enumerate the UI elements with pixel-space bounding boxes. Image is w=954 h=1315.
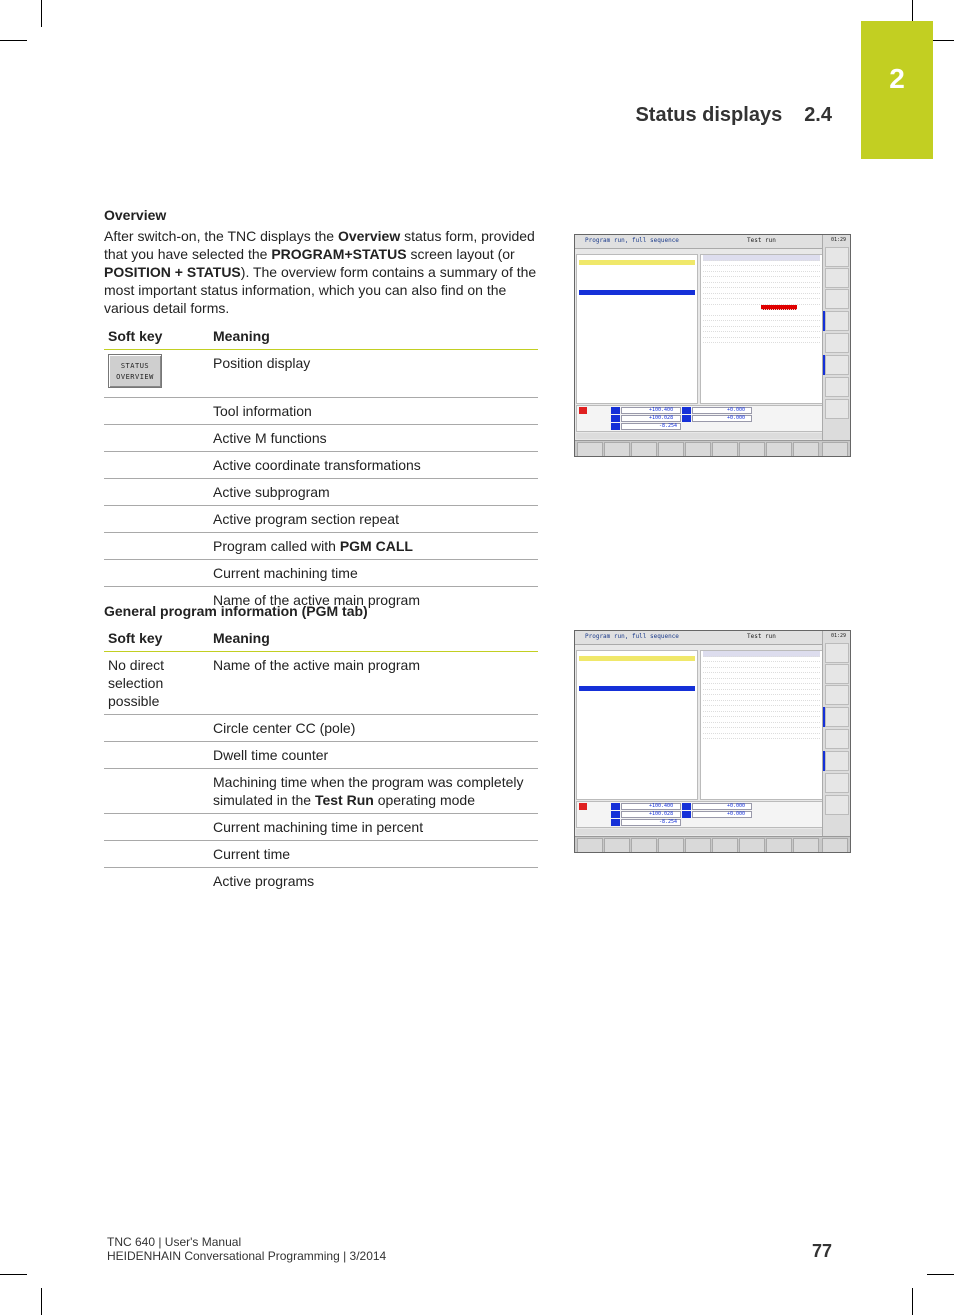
side-key[interactable]	[825, 795, 849, 815]
meaning-cell: Active subprogram	[209, 478, 538, 505]
axis-c-label	[682, 415, 691, 422]
softkey[interactable]	[658, 838, 684, 853]
softkey[interactable]	[822, 838, 848, 853]
table-row	[104, 813, 538, 840]
meaning-cell: Dwell time counter	[209, 741, 538, 768]
crop-mark	[0, 40, 27, 41]
meaning-cell: Active coordinate transformations	[209, 451, 538, 478]
screen-clock: 01:29	[830, 237, 846, 243]
axis-z-label	[611, 819, 620, 826]
softkey[interactable]	[685, 838, 711, 853]
screen-titlebar	[575, 235, 824, 249]
table-row	[104, 532, 538, 559]
softkey-cell	[104, 451, 209, 478]
softkey-cell	[104, 397, 209, 424]
softkey[interactable]	[793, 838, 819, 853]
program-line	[579, 310, 695, 315]
table-header-row	[104, 325, 538, 349]
side-key[interactable]	[825, 377, 849, 397]
mode-test-run: Test run	[747, 633, 776, 640]
softkey[interactable]	[712, 838, 738, 853]
meaning-cell: Current machining time in percent	[209, 813, 538, 840]
status-overview-softkey[interactable]	[108, 354, 162, 388]
table-row	[104, 349, 538, 397]
table-row	[104, 451, 538, 478]
axis-c-value: +0.000	[727, 415, 746, 421]
mode-test-run: Test run	[747, 237, 776, 244]
meaning-cell: Current time	[209, 840, 538, 867]
table-header-row	[104, 627, 538, 651]
side-key[interactable]	[825, 289, 849, 309]
col-meaning: Meaning	[209, 325, 538, 349]
table-row	[104, 559, 538, 586]
col-softkey: Soft key	[104, 627, 209, 651]
table-row	[104, 714, 538, 741]
axis-x-value: +100.400	[649, 407, 674, 413]
pgm-table	[104, 627, 538, 894]
meaning-cell: Active M functions	[209, 424, 538, 451]
overview-heading: Overview	[104, 207, 167, 223]
softkey-cell	[104, 813, 209, 840]
side-key-plus[interactable]	[825, 311, 849, 331]
program-pane	[576, 254, 698, 404]
softkey[interactable]	[604, 442, 630, 457]
axis-x-value: +100.400	[649, 803, 674, 809]
softkey[interactable]	[793, 442, 819, 457]
footer	[107, 1235, 386, 1263]
position-display	[576, 801, 823, 828]
softkey-cell: No direct selection possible	[104, 651, 209, 714]
meaning-cell: Current machining time	[209, 559, 538, 586]
softkey[interactable]	[658, 442, 684, 457]
page-number: 77	[811, 1241, 832, 1261]
softkey[interactable]	[577, 838, 603, 853]
text-run-bold: Overview	[337, 228, 401, 244]
screen-titlebar	[575, 631, 824, 645]
softkey-cell	[104, 559, 209, 586]
softkey-row	[575, 836, 851, 853]
axis-x-label	[611, 803, 620, 810]
side-key-indicator	[823, 707, 825, 727]
table-row	[104, 741, 538, 768]
col-meaning: Meaning	[209, 627, 538, 651]
test-run-text: Test Run	[314, 791, 374, 808]
tnc-screenshot-overview	[574, 234, 851, 457]
text-run: status form, provided that you have selected the	[104, 228, 535, 262]
text-run: operating mode	[373, 791, 475, 808]
status-pane	[700, 254, 823, 404]
meaning-cell: Position display	[209, 349, 538, 397]
text-run: screen layout (or	[406, 246, 515, 262]
pgm-call-text: PGM CALL	[339, 537, 413, 554]
axis-z-value: -8.254	[659, 819, 678, 825]
softkey-cell	[104, 424, 209, 451]
side-key[interactable]	[825, 333, 849, 353]
softkey[interactable]	[577, 442, 603, 457]
softkey[interactable]	[631, 838, 657, 853]
mode-program-run: Program run, full sequence	[585, 633, 679, 640]
axis-x-label	[611, 407, 620, 414]
pgm-section	[104, 603, 538, 894]
softkey-cell	[104, 714, 209, 741]
overview-table	[104, 325, 538, 613]
softkey-label: STATUS	[120, 361, 150, 370]
col-softkey: Soft key	[104, 325, 209, 349]
text-run: Program called with	[213, 537, 340, 554]
program-line	[579, 706, 695, 711]
table-row	[104, 840, 538, 867]
side-key[interactable]	[825, 399, 849, 419]
softkey-cell	[104, 867, 209, 894]
softkey-cell	[104, 768, 209, 813]
screen-clock: 01:29	[830, 633, 846, 639]
axis-z-label	[611, 423, 620, 430]
crop-mark	[0, 1274, 27, 1275]
position-display	[576, 405, 823, 432]
side-key[interactable]	[825, 773, 849, 793]
softkey[interactable]	[685, 442, 711, 457]
axis-y-value: +100.028	[649, 415, 674, 421]
axis-y-label	[611, 811, 620, 818]
side-key[interactable]	[825, 729, 849, 749]
table-row	[104, 867, 538, 894]
table-row	[104, 768, 538, 813]
softkey[interactable]	[604, 838, 630, 853]
estop-icon	[579, 407, 587, 414]
table-row	[104, 397, 538, 424]
side-key[interactable]	[825, 643, 849, 663]
softkey[interactable]	[739, 442, 765, 457]
side-key-minus[interactable]	[825, 751, 849, 771]
side-key-indicator	[823, 355, 825, 375]
softkey-cell	[104, 532, 209, 559]
meaning-cell	[209, 532, 538, 559]
mode-program-run: Program run, full sequence	[585, 237, 679, 244]
chapter-number: 2	[889, 63, 905, 94]
side-key[interactable]	[825, 664, 849, 684]
side-softkeys	[822, 235, 850, 440]
text-run-bold: PROGRAM+STATUS	[271, 246, 407, 262]
table-row	[104, 478, 538, 505]
side-key-minus[interactable]	[825, 355, 849, 375]
overview-paragraph	[104, 227, 538, 317]
side-key[interactable]	[825, 247, 849, 267]
footer-line1: TNC 640 | User's Manual	[107, 1235, 242, 1249]
side-softkeys	[822, 631, 850, 836]
crop-mark	[41, 1288, 42, 1315]
mode-bar	[576, 829, 823, 835]
meaning-cell: Name of the active main program	[213, 591, 420, 608]
softkey[interactable]	[739, 838, 765, 853]
softkey-label: OVERVIEW	[116, 372, 154, 381]
estop-icon	[579, 803, 587, 810]
status-pane	[700, 650, 823, 800]
table-row	[104, 424, 538, 451]
status-line	[703, 338, 820, 344]
side-key[interactable]	[825, 268, 849, 288]
axis-c-label	[682, 811, 691, 818]
softkey-cell	[104, 478, 209, 505]
crop-mark	[927, 1274, 954, 1275]
meaning-cell: Active program section repeat	[209, 505, 538, 532]
axis-z-value: -8.254	[659, 423, 678, 429]
text-run: Machining time when the program was completely simulated in the	[213, 773, 524, 808]
softkey[interactable]	[766, 838, 792, 853]
axis-a-label	[682, 803, 691, 810]
text-run-bold: POSITION + STATUS	[104, 264, 241, 280]
side-key-indicator	[823, 751, 825, 771]
status-line	[703, 734, 820, 740]
side-key-indicator	[823, 311, 825, 331]
softkey-cell	[104, 505, 209, 532]
axis-a-value: +0.000	[727, 407, 746, 413]
softkey-cell	[104, 741, 209, 768]
meaning-cell	[209, 768, 538, 813]
softkey-cell	[104, 349, 209, 397]
section-header	[600, 104, 832, 127]
crop-mark	[41, 0, 42, 27]
crop-mark	[912, 1288, 913, 1315]
axis-y-value: +100.028	[649, 811, 674, 817]
softkey[interactable]	[712, 442, 738, 457]
section-number: 2.4	[804, 104, 832, 126]
meaning-cell: Active programs	[213, 872, 315, 889]
footer-line2: HEIDENHAIN Conversational Programming | 3/2014	[107, 1249, 387, 1263]
axis-a-value: +0.000	[727, 803, 746, 809]
axis-c-value: +0.000	[727, 811, 746, 817]
meaning-cell: Name of the active main program	[209, 651, 538, 714]
program-pane	[576, 650, 698, 800]
meaning-cell: Tool information	[209, 397, 538, 424]
axis-y-label	[611, 415, 620, 422]
meaning-cell: Circle center CC (pole)	[209, 714, 538, 741]
softkey-cell	[104, 840, 209, 867]
table-row	[104, 505, 538, 532]
softkey-row	[575, 440, 851, 457]
tnc-screenshot-pgm	[574, 630, 851, 853]
table-row	[104, 651, 538, 714]
mode-bar	[576, 433, 823, 439]
side-key[interactable]	[825, 685, 849, 705]
softkey[interactable]	[822, 442, 848, 457]
text-run: After switch-on, the TNC displays the	[104, 228, 338, 244]
softkey[interactable]	[766, 442, 792, 457]
side-key-plus[interactable]	[825, 707, 849, 727]
overview-section	[104, 207, 538, 613]
softkey[interactable]	[631, 442, 657, 457]
axis-a-label	[682, 407, 691, 414]
text-run: ). The overview form contains a summary of the most important status information, which you can also find on the various detail forms.	[104, 264, 537, 316]
pgm-heading: General program information (PGM tab)	[104, 603, 368, 619]
chapter-tab	[861, 21, 933, 159]
section-title: Status displays	[635, 104, 783, 126]
